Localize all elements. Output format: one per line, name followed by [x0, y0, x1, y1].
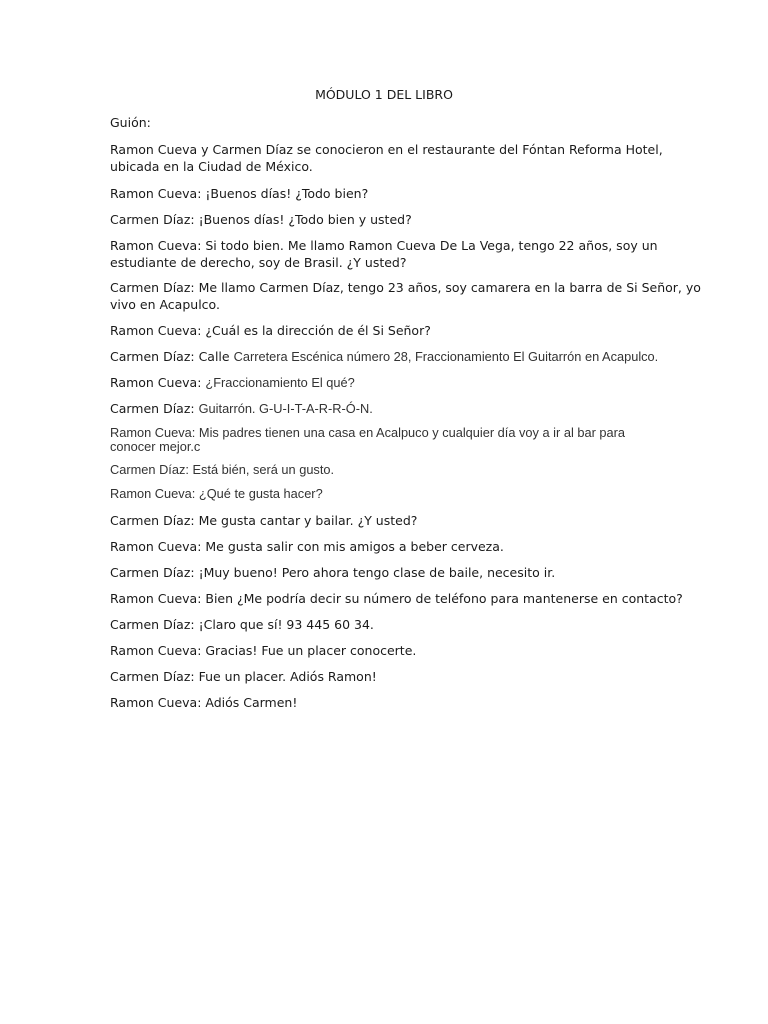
- dialogue-line: [110, 463, 650, 477]
- dialogue-line: [110, 237, 658, 271]
- dialogue-line-text: estudiante de derecho, soy de Brasil. ¿Y usted?: [110, 255, 407, 270]
- speaker-label: Ramon Cueva:: [110, 375, 202, 390]
- dialogue-line: [110, 487, 650, 501]
- dialogue-line: [110, 426, 650, 454]
- dialogue-line-text: vivo en Acapulco.: [110, 297, 220, 312]
- dialogue-line: Ramon Cueva: Me gusta salir con mis amigos a beber cerveza.: [110, 539, 504, 554]
- document-title: MÓDULO 1 DEL LIBRO: [315, 87, 453, 102]
- intro-line: Ramon Cueva y Carmen Díaz se conocieron en el restaurante del Fóntan Reforma Hotel,: [110, 142, 663, 157]
- dialogue-line-text: Ramon Cueva: Si todo bien. Me llamo Ramon Cueva De La Vega, tengo 22 años, soy un: [110, 238, 658, 253]
- intro-line: ubicada en la Ciudad de México.: [110, 159, 313, 174]
- dialogue-text: Carretera Escénica número 28, Fraccionamiento El Guitarrón en Acapulco.: [233, 349, 659, 364]
- dialogue-line-text: conocer mejor.c: [110, 439, 201, 454]
- dialogue-line-text: Carmen Díaz: Está bién, será un gusto.: [110, 462, 335, 477]
- dialogue-line: [110, 374, 650, 391]
- dialogue-line: [110, 348, 659, 365]
- dialogue-text: ¿Fraccionamiento El qué?: [205, 375, 355, 390]
- dialogue-line: Ramon Cueva: Adiós Carmen!: [110, 695, 298, 710]
- dialogue-line: [110, 400, 650, 417]
- dialogue-text: Guitarrón. G-U-I-T-A-R-R-Ó-N.: [198, 401, 373, 416]
- speaker-label: Carmen Díaz:: [110, 401, 195, 416]
- dialogue-line: Ramon Cueva: ¡Buenos días! ¿Todo bien?: [110, 186, 369, 201]
- script-label: Guión:: [110, 115, 151, 130]
- dialogue-line: Carmen Díaz: Fue un placer. Adiós Ramon!: [110, 669, 377, 684]
- dialogue-line-text: Ramon Cueva: Mis padres tienen una casa en Acalpuco y cualquier día voy a ir al bar para: [110, 425, 626, 440]
- intro-paragraph: [110, 141, 663, 175]
- dialogue-line-text: Carmen Díaz: Me llamo Carmen Díaz, tengo 23 años, soy camarera en la barra de Si Señor, yo: [110, 280, 701, 295]
- dialogue-line: Carmen Díaz: ¡Muy bueno! Pero ahora tengo clase de baile, necesito ir.: [110, 565, 556, 580]
- dialogue-line-text: Ramon Cueva: ¿Qué te gusta hacer?: [110, 486, 323, 501]
- dialogue-line: Ramon Cueva: Bien ¿Me podría decir su número de teléfono para mantenerse en contacto?: [110, 591, 683, 606]
- dialogue-line: Carmen Díaz: ¡Claro que sí! 93 445 60 34.: [110, 617, 374, 632]
- dialogue-line: Ramon Cueva: Gracias! Fue un placer conocerte.: [110, 643, 417, 658]
- dialogue-line: Ramon Cueva: ¿Cuál es la dirección de él Si Señor?: [110, 323, 431, 338]
- speaker-label: Carmen Díaz: Calle: [110, 349, 230, 364]
- dialogue-line: [110, 279, 701, 313]
- dialogue-line: Carmen Díaz: ¡Buenos días! ¿Todo bien y usted?: [110, 212, 412, 227]
- dialogue-line: Carmen Díaz: Me gusta cantar y bailar. ¿Y usted?: [110, 513, 418, 528]
